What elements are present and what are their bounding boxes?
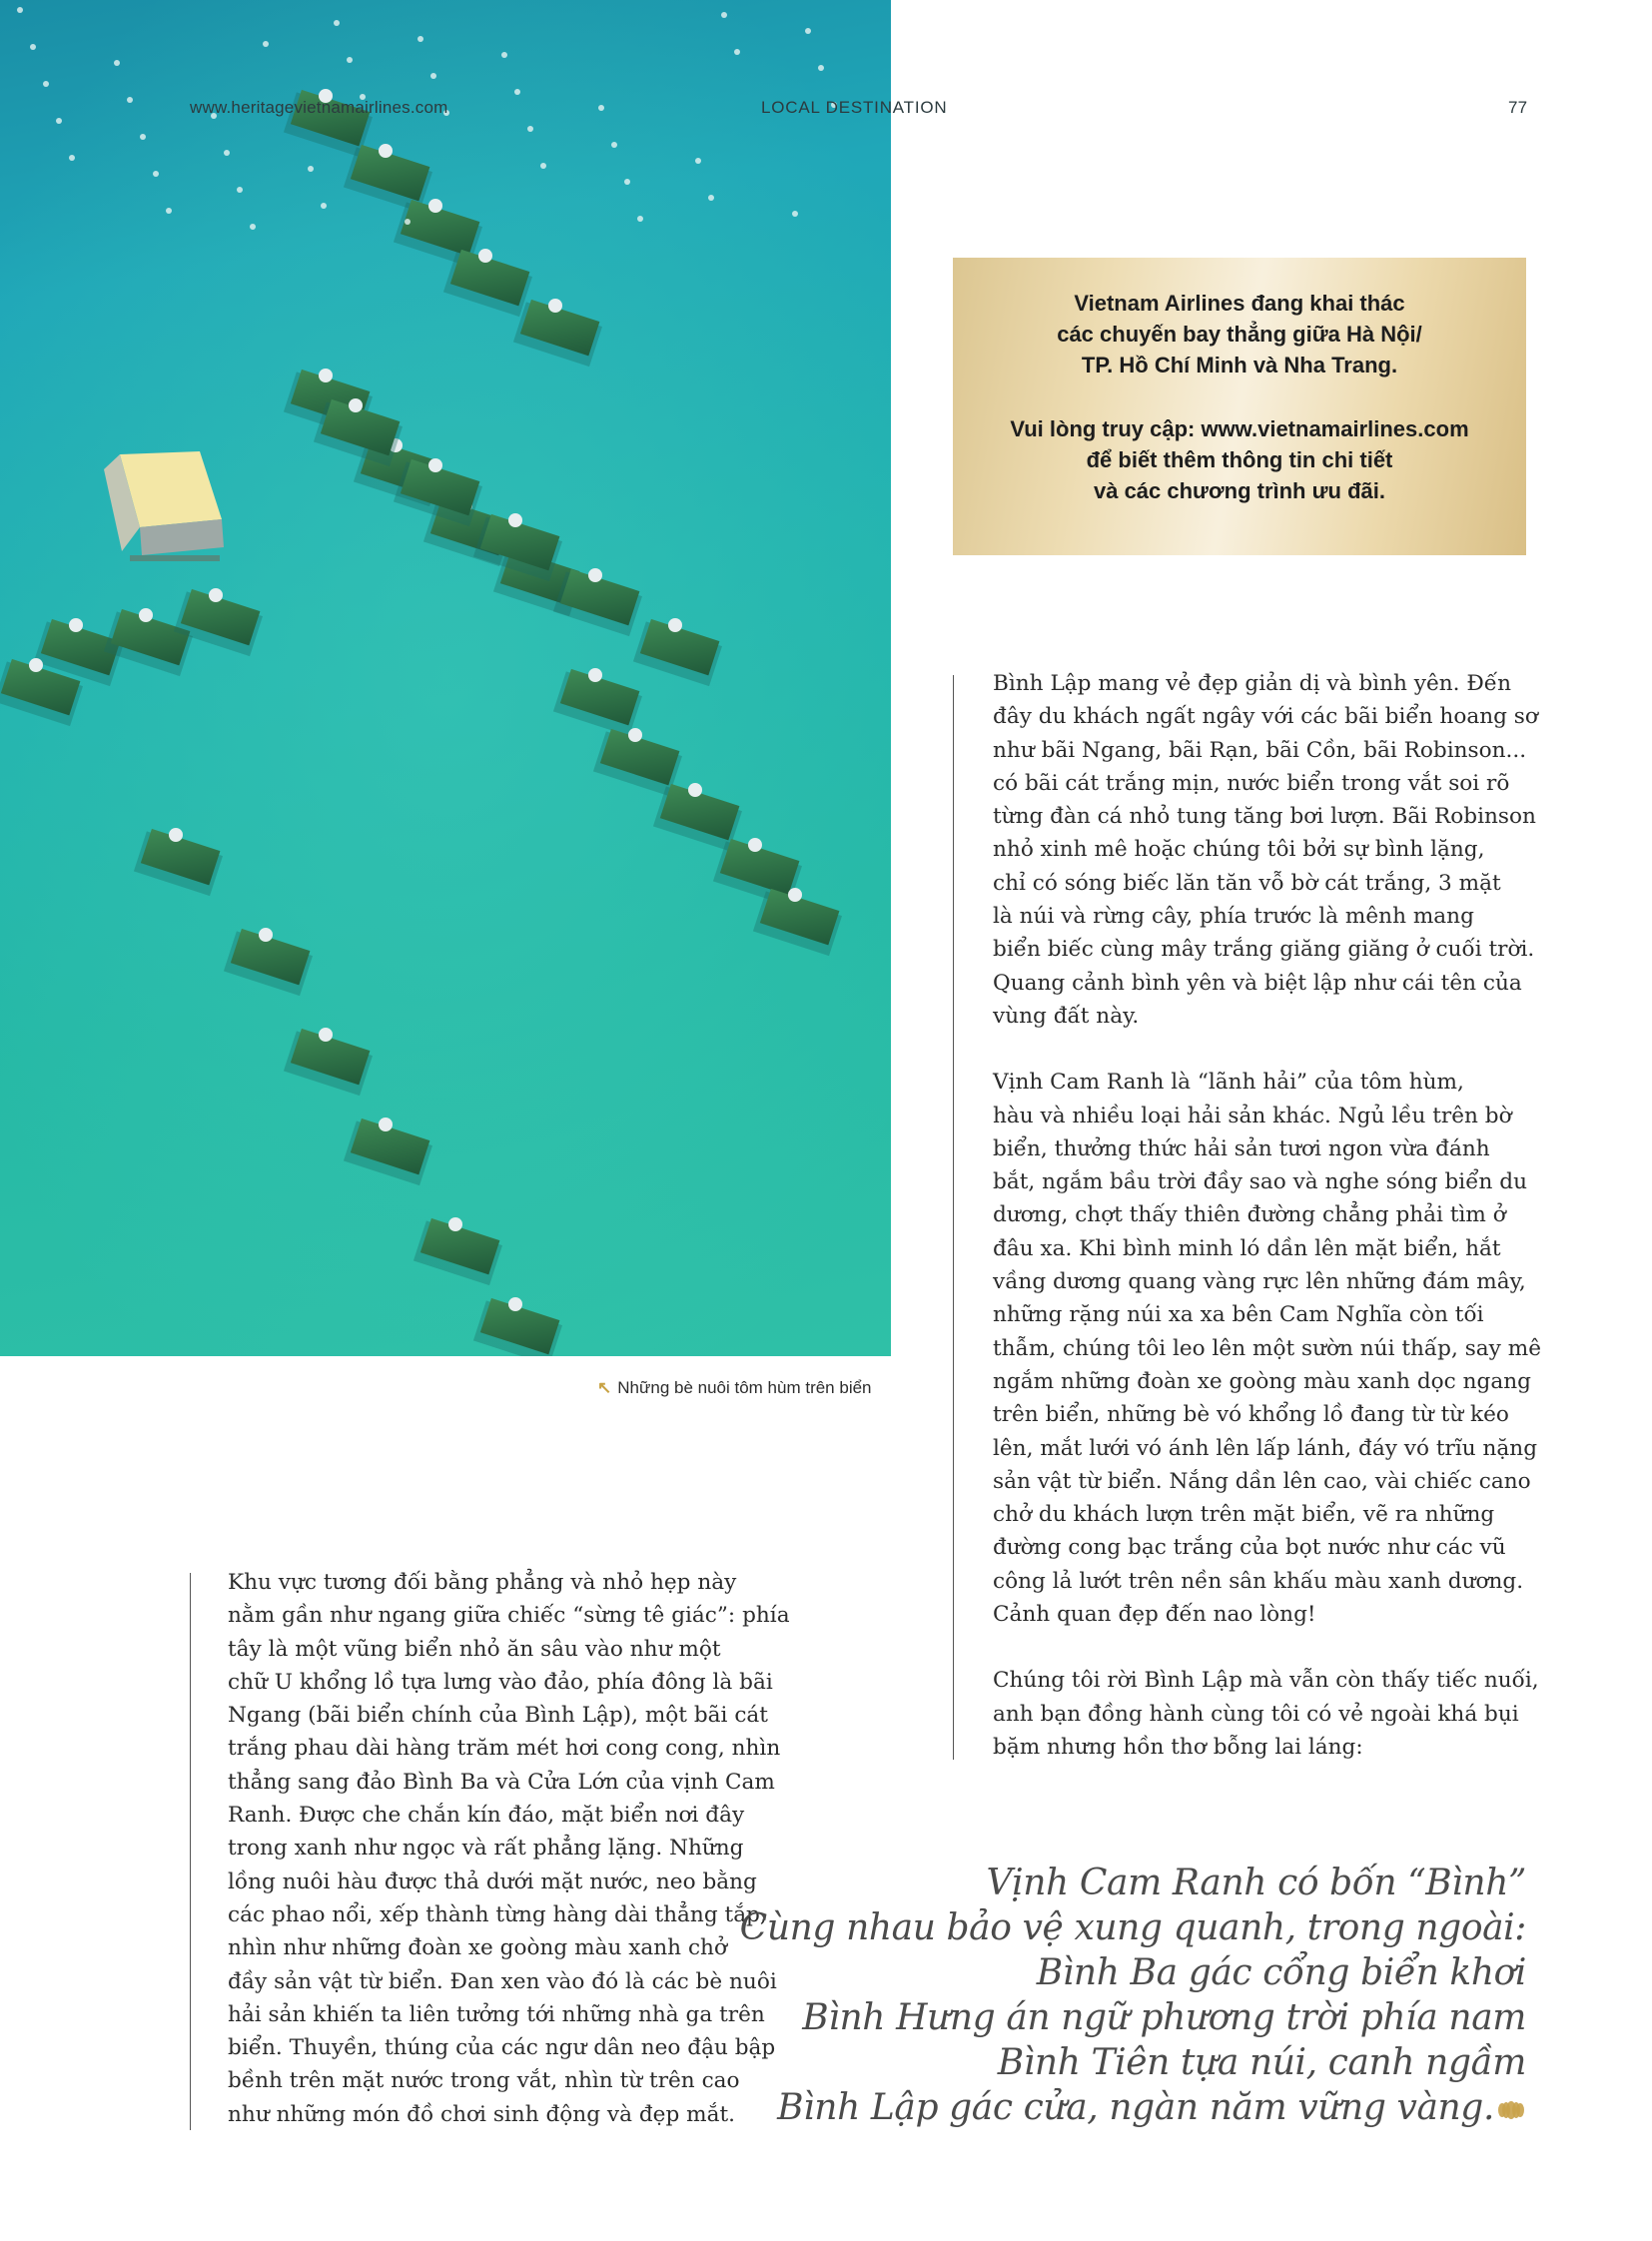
buoy bbox=[308, 166, 314, 172]
text-line: ngắm những đoàn xe goòng màu xanh dọc ngang bbox=[993, 1368, 1531, 1394]
text-line: Cảnh quan đẹp đến nao lòng! bbox=[993, 1602, 1316, 1628]
buoy bbox=[237, 187, 243, 193]
text-line: đây du khách ngất ngây với các bãi biển hoang sơ bbox=[993, 704, 1538, 730]
buoy bbox=[56, 118, 62, 124]
buoy bbox=[598, 105, 604, 111]
text-line: như bãi Ngang, bãi Rạn, bãi Cồn, bãi Robinson... bbox=[993, 737, 1527, 763]
lotus-end-mark-icon bbox=[1496, 2099, 1526, 2121]
info-line: Vui lòng truy cập: www.vietnamairlines.com bbox=[1010, 416, 1469, 441]
buoy bbox=[637, 216, 643, 222]
text-line: Ngang (bãi biển chính của Bình Lập), một bãi cát bbox=[228, 1703, 768, 1729]
text-line: Bình Lập mang vẻ đẹp giản dị và bình yên. Đến bbox=[993, 671, 1511, 696]
text-line: tây là một vũng biển nhỏ ăn sâu vào như một bbox=[228, 1636, 721, 1662]
text-line: bềnh trên mặt nước trong vắt, nhìn từ trên cao bbox=[228, 2068, 740, 2094]
text-line: biển biếc cùng mây trắng giăng giăng ở cuối trời. bbox=[993, 937, 1535, 963]
buoy bbox=[540, 163, 546, 169]
poem-line-text: Cùng nhau bảo vệ xung quanh, trong ngoài: bbox=[739, 1907, 1526, 1948]
buoy bbox=[30, 44, 36, 50]
buoy bbox=[153, 171, 159, 177]
header-website-url: www.heritagevietnamairlines.com bbox=[190, 98, 448, 117]
text-line: nhìn như những đoàn xe goòng màu xanh chở bbox=[228, 1935, 727, 1961]
text-line: Vịnh Cam Ranh là “lãnh hải” của tôm hùm, bbox=[993, 1070, 1464, 1096]
buoy bbox=[514, 89, 520, 95]
buoy bbox=[805, 28, 811, 34]
text-line: đường cong bạc trắng của bọt nước như các vũ bbox=[993, 1535, 1506, 1561]
poem-line-text: Bình Hưng án ngữ phương trời phía nam bbox=[802, 1997, 1526, 2038]
buoy bbox=[321, 203, 327, 209]
buoy bbox=[501, 52, 507, 58]
page-number: 77 bbox=[1508, 98, 1528, 117]
info-line: và các chương trình ưu đãi. bbox=[1093, 478, 1385, 503]
text-line: từng đàn cá nhỏ tung tăng bơi lượn. Bãi Robinson bbox=[993, 804, 1536, 830]
text-line: là núi và rừng cây, phía trước là mênh mang bbox=[993, 904, 1474, 930]
text-line: như những món đồ chơi sinh động và đẹp mắt. bbox=[228, 2101, 736, 2127]
poem-line-text: Bình Lập gác cửa, ngàn năm vững vàng. bbox=[777, 2087, 1494, 2128]
text-line: các phao nổi, xếp thành từng hàng dài thẳng tắp, bbox=[228, 1901, 767, 1927]
info-paragraph-flights bbox=[953, 288, 1526, 380]
text-line: nhỏ xinh mê hoặc chúng tôi bởi sự bình lặng, bbox=[993, 837, 1485, 863]
text-line: lồng nuôi hàu được thả dưới mặt nước, neo bằng bbox=[228, 1868, 757, 1894]
buoy bbox=[114, 60, 120, 66]
buoy bbox=[166, 208, 172, 214]
buoy bbox=[140, 134, 146, 140]
buoy bbox=[695, 158, 701, 164]
flight-info-box bbox=[953, 258, 1526, 555]
buoy bbox=[818, 65, 824, 71]
buoy bbox=[417, 36, 423, 42]
buoy bbox=[721, 12, 727, 18]
buoy bbox=[334, 20, 340, 26]
poem-line-text: Vịnh Cam Ranh có bốn “Bình” bbox=[986, 1863, 1526, 1903]
buoy bbox=[250, 224, 256, 230]
info-line: các chuyến bay thẳng giữa Hà Nội/ bbox=[1057, 322, 1422, 347]
text-line: Quang cảnh bình yên và biệt lập như cái tên của bbox=[993, 970, 1522, 996]
text-line: đầy sản vật từ biển. Đan xen vào đó là các bè nuôi bbox=[228, 1968, 777, 1994]
text-line: biển. Thuyền, thúng của các ngư dân neo đậu bập bbox=[228, 2035, 776, 2061]
info-line: Vietnam Airlines đang khai thác bbox=[1074, 291, 1405, 316]
poem-line bbox=[740, 2085, 1526, 2130]
buoy bbox=[127, 97, 133, 103]
poem-line bbox=[740, 1950, 1526, 1995]
buoy bbox=[405, 219, 411, 225]
text-line: những rặng núi xa xa bên Cam Nghĩa còn tối bbox=[993, 1302, 1484, 1328]
text-line: thẳng sang đảo Bình Ba và Cửa Lớn của vịnh Cam bbox=[228, 1769, 775, 1795]
text-line: Ranh. Được che chắn kín đáo, mặt biển nơi đây bbox=[228, 1803, 745, 1829]
text-line: hải sản khiến ta liên tưởng tới những nhà ga trên bbox=[228, 2001, 765, 2027]
info-paragraph-website bbox=[953, 413, 1526, 506]
text-line: chở du khách lượn trên mặt biển, vẽ ra những bbox=[993, 1502, 1495, 1528]
left-article-column bbox=[228, 1566, 790, 2131]
text-line: có bãi cát trắng mịn, nước biển trong vắt soi rõ bbox=[993, 770, 1510, 796]
buoy bbox=[224, 150, 230, 156]
text-line: chữ U khổng lồ tựa lưng vào đảo, phía đông là bãi bbox=[228, 1669, 773, 1695]
text-line: dương, chợt thấy thiên đường chẳng phải tìm ở bbox=[993, 1202, 1506, 1228]
text-line: trong xanh như ngọc và rất phẳng lặng. Những bbox=[228, 1836, 744, 1862]
header-section-title: LOCAL DESTINATION bbox=[761, 98, 948, 117]
info-line: TP. Hồ Chí Minh và Nha Trang. bbox=[1081, 353, 1398, 377]
info-line: để biết thêm thông tin chi tiết bbox=[1086, 447, 1393, 472]
buoy bbox=[611, 142, 617, 148]
poem-line-text: Bình Ba gác cổng biển khơi bbox=[1036, 1952, 1526, 1993]
poem-line bbox=[740, 1861, 1526, 1905]
photo-caption bbox=[597, 1378, 872, 1398]
poem-line bbox=[740, 2040, 1526, 2085]
aerial-sea-illustration bbox=[0, 0, 891, 1356]
text-line: lên, mắt lưới vó ánh lên lấp lánh, đáy vó trĩu nặng bbox=[993, 1435, 1538, 1461]
poem-block bbox=[740, 1861, 1526, 2130]
text-line: nằm gần như ngang giữa chiếc “sừng tê giác”: phía bbox=[228, 1603, 790, 1629]
right-column-rule bbox=[953, 675, 954, 1760]
buoy bbox=[347, 57, 353, 63]
buoy bbox=[69, 155, 75, 161]
poem-line bbox=[740, 1905, 1526, 1950]
text-line: anh bạn đồng hành cùng tôi có vẻ ngoài khá bụi bbox=[993, 1701, 1519, 1727]
buoy bbox=[527, 126, 533, 132]
left-column-rule bbox=[190, 1573, 191, 2130]
buoy bbox=[430, 73, 436, 79]
text-line: trắng phau dài hàng trăm mét hơi cong cong, nhìn bbox=[228, 1736, 781, 1762]
text-line: hàu và nhiều loại hải sản khác. Ngủ lều trên bờ bbox=[993, 1103, 1512, 1128]
text-line: sản vật từ biển. Nắng dần lên cao, vài chiếc cano bbox=[993, 1468, 1531, 1494]
text-line: Chúng tôi rời Bình Lập mà vẫn còn thấy tiếc nuối, bbox=[993, 1668, 1539, 1694]
text-line: vùng đất này. bbox=[993, 1003, 1140, 1029]
text-line: bắt, ngắm bầu trời đầy sao và nghe sóng biển du bbox=[993, 1169, 1527, 1195]
text-line: đâu xa. Khi bình minh ló dần lên mặt biển, hắt bbox=[993, 1235, 1501, 1261]
poem-line bbox=[740, 1995, 1526, 2040]
right-article-column bbox=[993, 667, 1541, 1764]
buoy bbox=[263, 41, 269, 47]
buoy bbox=[734, 49, 740, 55]
text-line: trên biển, những bè vó khổng lồ đang từ từ kéo bbox=[993, 1402, 1509, 1428]
photo-caption-text: Những bè nuôi tôm hùm trên biển bbox=[617, 1378, 872, 1397]
text-line: thẫm, chúng tôi leo lên một sườn núi thấp, say mê bbox=[993, 1335, 1541, 1361]
text-line: Khu vực tương đối bằng phẳng và nhỏ hẹp này bbox=[228, 1570, 737, 1595]
text-line: vầng dương quang vàng rực lên những đám mây, bbox=[993, 1269, 1526, 1295]
buoy bbox=[792, 211, 798, 217]
buoy bbox=[708, 195, 714, 201]
text-line: chỉ có sóng biếc lăn tăn vỗ bờ cát trắng, 3 mặt bbox=[993, 870, 1501, 896]
text-line: công lả lướt trên nền sân khấu màu xanh dương. bbox=[993, 1568, 1524, 1594]
text-line: bặm nhưng hồn thơ bỗng lai láng: bbox=[993, 1734, 1363, 1760]
text-line: biển, thưởng thức hải sản tươi ngon vừa đánh bbox=[993, 1135, 1490, 1161]
buoy bbox=[624, 179, 630, 185]
buoy bbox=[43, 81, 49, 87]
hero-photo-lobster-cages bbox=[0, 0, 891, 1356]
buoy bbox=[17, 7, 23, 13]
poem-line-text: Bình Tiên tựa núi, canh ngầm bbox=[997, 2042, 1526, 2083]
arrow-up-left-icon: ↖ bbox=[597, 1378, 612, 1397]
